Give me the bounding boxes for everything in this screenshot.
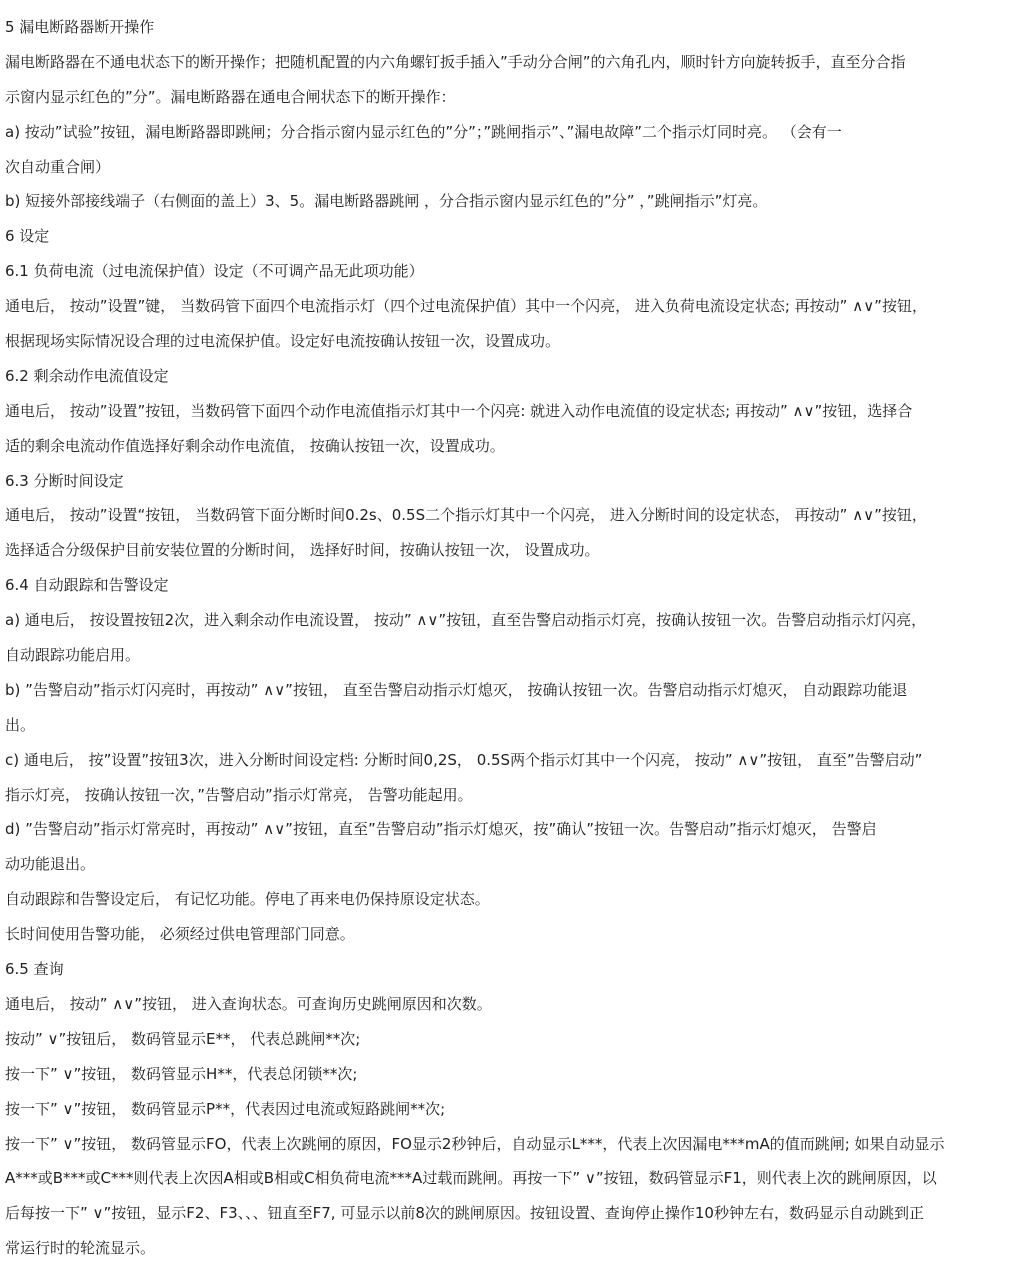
paragraph-line: c) 通电后， 按”设置”按钮3次，进入分断时间设定档: 分断时间0,2S， 0.5S两个指示灯其中一个闪亮， 按动” ∧∨”按钮， 直至”告警启动”: [5, 750, 923, 769]
section-5-heading: 5 漏电断路器断开操作: [5, 18, 155, 36]
paragraph-line: 长时间使用告警功能， 必须经过供电管理部门同意。: [5, 925, 355, 944]
paragraph-line: 选择适合分级保护目前安装位置的分断时间， 选择好时间，按确认按钮一次， 设置成功。: [5, 541, 600, 560]
paragraph-line: 次自动重合闸）: [5, 157, 111, 176]
paragraph-line: 根据现场实际情况设合理的过电流保护值。设定好电流按确认按钮一次，设置成功。: [5, 332, 561, 351]
subsection-6-1-heading: 6.1 负荷电流（过电流保护值）设定（不可调产品无此项功能）: [5, 262, 424, 281]
paragraph-line: 通电后， 按动”设置“按钮， 当数码管下面分断时间0.2s、0.5S二个指示灯其中一个闪亮， 进入分断时间的设定状态， 再按动” ∧∨”按钮，: [5, 506, 927, 525]
paragraph-line: 常运行时的轮流显示。: [5, 1239, 156, 1258]
paragraph-line: 按动” ∨”按钮后， 数码管显示E**， 代表总跳闸**次;: [5, 1029, 361, 1048]
subsection-6-3-heading: 6.3 分断时间设定: [5, 471, 124, 490]
paragraph-line: a) 按动”试验”按钮，漏电断路器即跳闸；分合指示窗内显示红色的”分”；”跳闸指示”、”漏电故障”二个指示灯同时亮。 （会有一: [5, 122, 842, 141]
paragraph-line: 指示灯亮， 按确认按钮一次，”告警启动”指示灯常亮， 告警功能起用。: [5, 785, 473, 804]
paragraph-line: 按一下” ∨”按钮， 数码管显示FO，代表上次跳闸的原因，FO显示2秒钟后，自动显示L***，代表上次因漏电***mA的值而跳闸; 如果自动显示: [5, 1134, 945, 1153]
paragraph-line: d) ”告警启动”指示灯常亮时，再按动” ∧∨”按钮，直至”告警启动”指示灯熄灭，按”确认”按钮一次。告警启动”指示灯熄灭， 告警启: [5, 820, 877, 839]
paragraph-line: 出。: [5, 715, 36, 734]
paragraph-line: 适的剩余电流动作值选择好剩余动作电流值， 按确认按钮一次，设置成功。: [5, 436, 505, 455]
paragraph-line: 后每按一下” ∨”按钮，显示F2、F3、、、钮直至F7, 可显示以前8次的跳闸原因。按钮设置、查询停止操作10秒钟左右，数码显示自动跳到正: [5, 1204, 924, 1223]
paragraph-line: 漏电断路器在不通电状态下的断开操作；把随机配置的内六角螺钉扳手插入”手动分合闸”的六角孔内，顺时针方向旋转扳手，直至分合指: [5, 52, 906, 71]
paragraph-line: 通电后， 按动”设置”键， 当数码管下面四个电流指示灯（四个过电流保护值）其中一个闪亮， 进入负荷电流设定状态; 再按动” ∧∨”按钮，: [5, 297, 927, 316]
paragraph-line: 通电后， 按动”设置”按钮，当数码管下面四个动作电流值指示灯其中一个闪亮: 就进入动作电流值的设定状态; 再按动” ∧∨”按钮，选择合: [5, 401, 913, 420]
paragraph-line: 通电后， 按动” ∧∨”按钮， 进入查询状态。可查询历史跳闸原因和次数。: [5, 994, 492, 1013]
paragraph-line: A***或B***或C***则代表上次因A相或B相或C相负荷电流***A过载而跳闸。再按一下” ∨”按钮，数码管显示F1，则代表上次的跳闸原因，以: [5, 1169, 937, 1188]
paragraph-line: b) 短接外部接线端子（右侧面的盖上）3、5。漏电断路器跳闸 ，分合指示窗内显示红色的”分” ，”跳闸指示”灯亮。: [5, 192, 768, 211]
subsection-6-2-heading: 6.2 剩余动作电流值设定: [5, 366, 169, 385]
paragraph-line: 自动跟踪功能启用。: [5, 646, 141, 665]
paragraph-line: 自动跟踪和告警设定后， 有记忆功能。停电了再来电仍保持原设定状态。: [5, 890, 490, 909]
paragraph-line: 按一下” ∨”按钮， 数码管显示P**，代表因过电流或短路跳闸**次;: [5, 1099, 446, 1118]
paragraph-line: b) ”告警启动”指示灯闪亮时，再按动” ∧∨”按钮， 直至告警启动指示灯熄灭， 按确认按钮一次。告警启动指示灯熄灭， 自动跟踪功能退: [5, 680, 908, 699]
section-6-heading: 6 设定: [5, 227, 50, 246]
subsection-6-5-heading: 6.5 查询: [5, 960, 64, 979]
paragraph-line: 示窗内显示红色的”分”。漏电断路器在通电合闸状态下的断开操作：: [5, 87, 456, 106]
paragraph-line: 动功能退出。: [5, 855, 96, 874]
paragraph-line: a) 通电后， 按设置按钮2次，进入剩余动作电流设置， 按动” ∧∨”按钮，直至告警启动指示灯亮，按确认按钮一次。告警启动指示灯闪亮，: [5, 611, 927, 630]
subsection-6-4-heading: 6.4 自动跟踪和告警设定: [5, 576, 169, 595]
paragraph-line: 按一下” ∨”按钮， 数码管显示H**，代表总闭锁**次;: [5, 1064, 358, 1083]
